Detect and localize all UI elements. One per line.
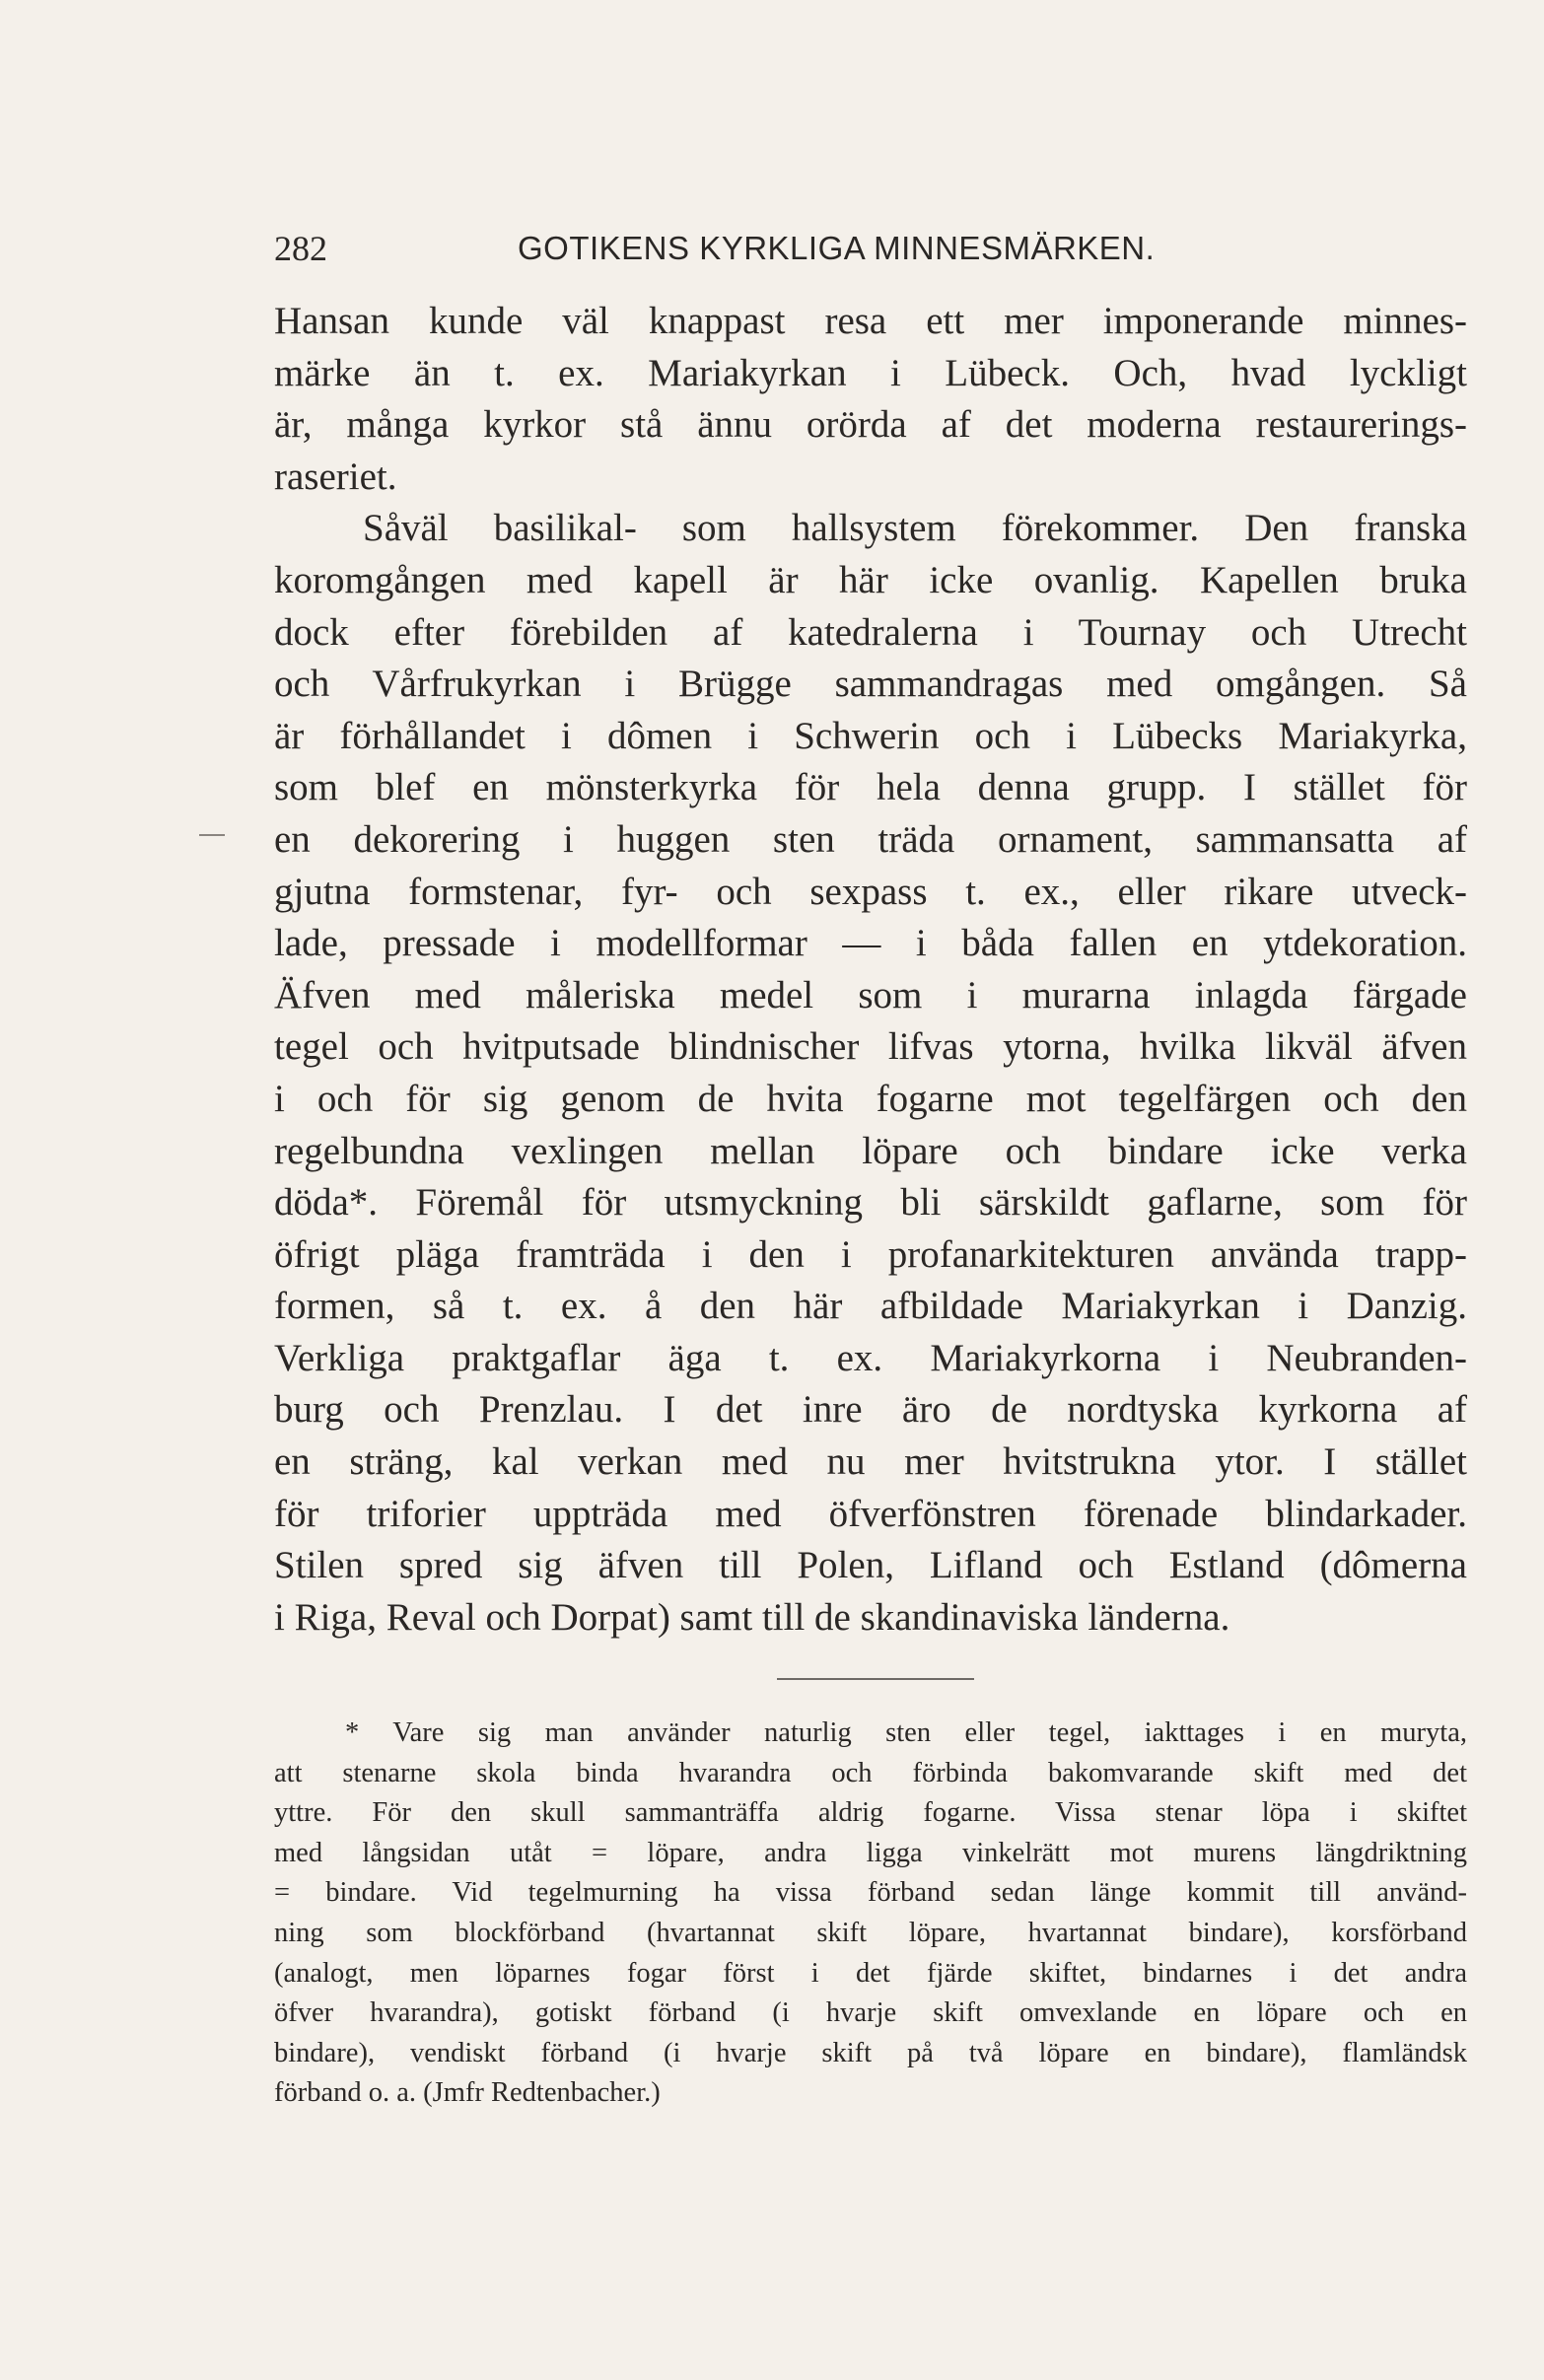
page-number: 282 bbox=[274, 229, 327, 268]
text-line: märke än t. ex. Mariakyrkan i Lübeck. Och, hvad lyckligt bbox=[274, 351, 1467, 394]
footnote-line: = bindare. Vid tegelmurning ha vissa förband sedan länge kommit till använd- bbox=[274, 1877, 1467, 1909]
footnote-line: att stenarne skola binda hvarandra och förbinda bakomvarande skift med det bbox=[274, 1757, 1467, 1788]
text-line: koromgången med kapell är här icke ovanlig. Kapellen bruka bbox=[274, 558, 1467, 601]
text-line: och Vårfrukyrkan i Brügge sammandragas med omgången. Så bbox=[274, 663, 1467, 706]
text-line: är, många kyrkor stå ännu orörda af det moderna restaurerings- bbox=[274, 403, 1467, 447]
text-line: regelbundna vexlingen mellan löpare och bindare icke verka bbox=[274, 1129, 1467, 1172]
footnote-line: ning som blockförband (hvartannat skift löpare, hvartannat bindare), korsförband bbox=[274, 1917, 1467, 1948]
text-line: burg och Prenzlau. I det inre äro de nordtyska kyrkorna af bbox=[274, 1388, 1467, 1432]
text-line: Hansan kunde väl knappast resa ett mer imponerande minnes- bbox=[274, 300, 1467, 342]
text-line: lade, pressade i modellformar — i båda fallen en ytdekoration. bbox=[274, 922, 1467, 965]
text-line: döda*. Föremål för utsmyckning bli särskildt gaflarne, som för bbox=[274, 1181, 1467, 1225]
text-line: i Riga, Reval och Dorpat) samt till de skandinaviska länderna. bbox=[274, 1595, 1230, 1639]
footnote-line: öfver hvarandra), gotiskt förband (i hvarje skift omvexlande en löpare och en bbox=[274, 1997, 1467, 2029]
text-line: formen, så t. ex. å den här afbildade Mariakyrkan i Danzig. bbox=[274, 1285, 1467, 1328]
footnote-rule bbox=[777, 1678, 974, 1680]
text-line: är förhållandet i dômen i Schwerin och i Lübecks Mariakyrka, bbox=[274, 714, 1467, 757]
main-text bbox=[274, 296, 1467, 1644]
text-line: för triforier uppträda med öfverfönstren förenade blindarkader. bbox=[274, 1492, 1467, 1535]
text-line: Stilen spred sig äfven till Polen, Lifland och Estland (dômerna bbox=[274, 1544, 1467, 1587]
text-line: en dekorering i huggen sten träda ornament, sammansatta af bbox=[274, 817, 1467, 861]
text-line: en sträng, kal verkan med nu mer hvitstrukna ytor. I stället bbox=[274, 1440, 1467, 1484]
text-line: dock efter förebilden af katedralerna i Tournay och Utrecht bbox=[274, 610, 1467, 654]
footnote-line: med långsidan utåt = löpare, andra ligga vinkelrätt mot murens längdriktning bbox=[274, 1837, 1467, 1868]
text-line: Äfven med måleriska medel som i murarna inlagda färgade bbox=[274, 973, 1467, 1016]
footnote-line: förband o. a. (Jmfr Redtenbacher.) bbox=[274, 2077, 661, 2109]
text-line: gjutna formstenar, fyr- och sexpass t. ex., eller rikare utveck- bbox=[274, 870, 1467, 913]
text-line: Verkliga praktgaflar äga t. ex. Mariakyrkorna i Neubranden- bbox=[274, 1336, 1467, 1379]
footnote-line: * Vare sig man använder naturlig sten eller tegel, iakttages i en muryta, bbox=[345, 1717, 1467, 1748]
running-head: GOTIKENS KYRKLIGA MINNESMÄRKEN. bbox=[518, 230, 1156, 266]
text-line: Såväl basilikal- som hallsystem förekommer. Den franska bbox=[363, 507, 1467, 550]
text-line: tegel och hvitputsade blindnischer lifvas ytorna, hvilka likväl äfven bbox=[274, 1025, 1467, 1069]
footnote bbox=[274, 1714, 1467, 2114]
footnote-line: yttre. För den skull sammanträffa aldrig fogarne. Vissa stenar löpa i skiftet bbox=[274, 1797, 1467, 1829]
text-line: i och för sig genom de hvita fogarne mot tegelfärgen och den bbox=[274, 1077, 1467, 1120]
footnote-line: bindare), vendiskt förband (i hvarje skift på två löpare en bindare), flamländsk bbox=[274, 2037, 1467, 2068]
page-header bbox=[274, 219, 1457, 278]
text-line: raseriet. bbox=[274, 455, 397, 498]
text-line: öfrigt pläga framträda i den i profanarkitekturen använda trapp- bbox=[274, 1232, 1467, 1276]
footnote-line: (analogt, men löparnes fogar först i det fjärde skiftet, bindarnes i det andra bbox=[274, 1957, 1467, 1989]
margin-mark bbox=[199, 834, 225, 836]
text-line: som blef en mönsterkyrka för hela denna grupp. I stället för bbox=[274, 766, 1467, 809]
